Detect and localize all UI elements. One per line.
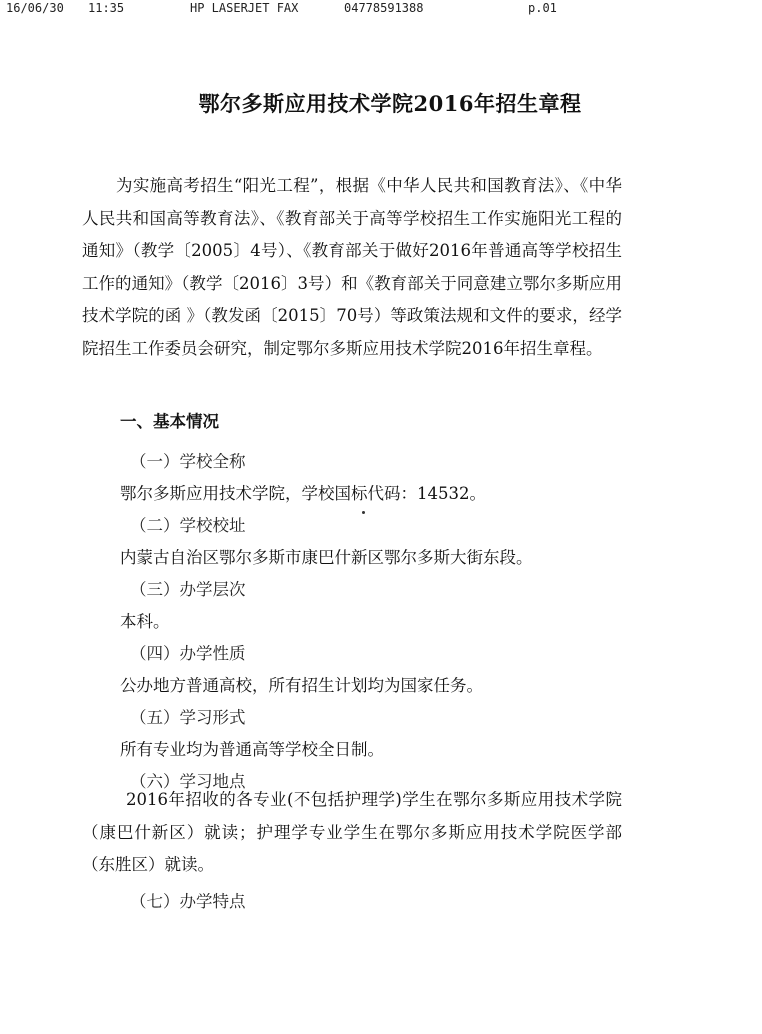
fax-device: HP LASERJET FAX (190, 1, 299, 15)
subheading-school-name: （一）学校全称 (130, 452, 246, 471)
section-heading-basic-info: 一、基本情况 (120, 412, 219, 431)
content-study-location: 2016年招收的各专业(不包括护理学)学生在鄂尔多斯应用技术学院（康巴什新区）就读；护理学专业学生在鄂尔多斯应用技术学院医学部（东胜区）就读。 (82, 790, 622, 874)
subheading-education-level: （三）办学层次 (130, 580, 246, 599)
fax-header (0, 0, 762, 18)
scan-speck (362, 511, 365, 514)
subheading-study-location: （六）学习地点 (130, 772, 246, 791)
content-study-form: 所有专业均为普通高等学校全日制。 (120, 740, 384, 759)
document-title: 鄂尔多斯应用技术学院2016年招生章程 (198, 91, 582, 116)
fax-date: 16/06/30 (6, 1, 64, 15)
intro-paragraph: 为实施高考招生“阳光工程”，根据《中华人民共和国教育法》、《中华人民共和国高等教育法》、《教育部关于高等学校招生工作实施阳光工程的通知》（教学〔2005〕4号）、《教育部关于做好2016年普通高等学校招生工作的通知》（教学〔2016〕3号）和《教育部关于同意建立鄂尔多斯应用技术学院的函 》（教发函〔2015〕70号）等政策法规和文件的要求，经学院招生工作委员会研究，制定鄂尔多斯应用技术学院2016年招生章程。 (82, 176, 622, 358)
content-school-nature: 公办地方普通高校，所有招生计划均为国家任务。 (120, 676, 483, 695)
subheading-study-form: （五）学习形式 (130, 708, 246, 727)
content-school-name: 鄂尔多斯应用技术学院，学校国标代码：14532。 (120, 484, 486, 503)
content-education-level: 本科。 (120, 612, 170, 631)
subheading-school-address: （二）学校校址 (130, 516, 246, 535)
fax-time: 11:35 (88, 1, 125, 15)
fax-number: 04778591388 (344, 1, 424, 15)
subheading-school-features: （七）办学特点 (130, 892, 246, 911)
fax-page-number: p.01 (528, 1, 557, 15)
content-school-address: 内蒙古自治区鄂尔多斯市康巴什新区鄂尔多斯大街东段。 (120, 548, 533, 567)
subheading-school-nature: （四）办学性质 (130, 644, 246, 663)
